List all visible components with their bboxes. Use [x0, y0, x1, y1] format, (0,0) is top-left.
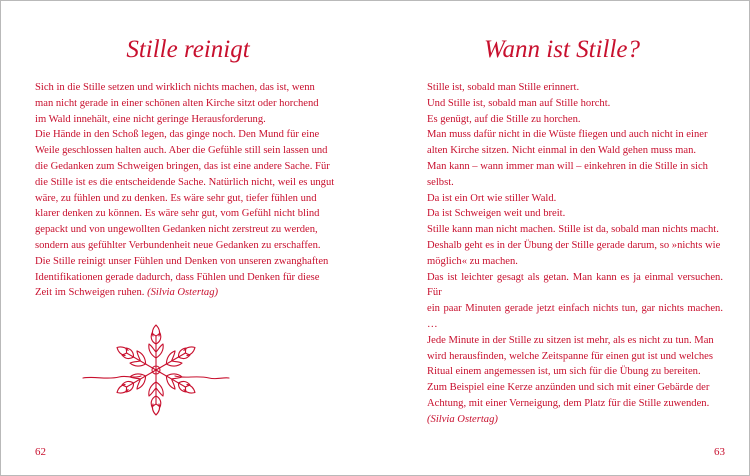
text-line: wäre, zu fühlen und zu denken. Es wäre sehr gut, tiefer fühlen und	[35, 192, 317, 204]
right-page-heading: Wann ist Stille?	[483, 36, 641, 63]
text-line: Weile geschlossen halten auch. Aber die Gefühle still sein lassen und	[35, 145, 328, 157]
text-line: man nicht gerade in einer schönen alten Kirche sitzt oder horchend	[35, 97, 319, 109]
text-line: Stille kann man nicht machen. Stille ist da, sobald man nichts macht.	[427, 224, 719, 236]
page-number-right: 63	[714, 446, 725, 458]
text-line: Es genügt, auf die Stille zu horchen.	[427, 113, 581, 125]
text-line: möglich« zu machen.	[427, 255, 518, 267]
text-line: Die Stille reinigt unser Fühlen und Denken von unseren zwanghaften	[35, 255, 329, 267]
text-line: die Gedanken zum Schweigen bringen, das ist eine andere Sache. Für	[35, 160, 330, 172]
attribution: (Silvia Ostertag)	[427, 413, 498, 425]
text-line: selbst.	[427, 176, 454, 188]
text-line: Zum Beispiel eine Kerze anzünden und sich mit einer Gebärde der	[427, 382, 710, 394]
text-line: Da ist Schweigen weit und breit.	[427, 208, 566, 220]
text-line: Sich in die Stille setzen und wirklich nichts machen, das ist, wenn	[35, 82, 315, 93]
text-line: Jede Minute in der Stille zu sitzen ist mehr, als es nicht zu tun. Man	[427, 334, 714, 346]
right-page	[375, 1, 749, 475]
text-line: gepackt und von ungewollten Gedanken nicht zerstreut zu werden,	[35, 224, 318, 236]
text-line: Und Stille ist, sobald man auf Stille horcht.	[427, 97, 611, 109]
text-line: Das ist leichter gesagt als getan. Man kann es ja einmal versuchen. Für	[427, 271, 723, 299]
right-page-body	[427, 80, 723, 428]
text-line: Da ist ein Ort wie stiller Wald.	[427, 192, 557, 204]
left-page	[1, 1, 375, 475]
text-line: Identifikationen gerade dadurch, dass Fühlen und Denken für diese	[35, 271, 320, 283]
text-line: sondern aus gefühlter Verbundenheit neue Gedanken zu erschaffen.	[35, 239, 321, 251]
text-line: Achtung, mit einer Verneigung, dem Platz für die Stille zuwenden.	[427, 397, 710, 409]
text-line: die Stille ist es die entscheidende Sache. Natürlich nicht, weil es ungut	[35, 176, 335, 188]
snowflake-ornament-icon	[81, 323, 231, 417]
text-line: Deshalb geht es in der Übung der Stille gerade darum, so »nichts wie	[427, 239, 721, 251]
text-line: im Wald innehält, eine nicht geringe Herausforderung.	[35, 113, 266, 125]
text-line: Man muss dafür nicht in die Wüste fliegen und auch nicht in einer	[427, 129, 708, 141]
text-line: Die Hände in den Schoß legen, das ginge noch. Den Mund für eine	[35, 129, 320, 141]
text-line-final	[35, 285, 361, 301]
text-line: ein paar Minuten gerade jetzt einfach nichts tun, gar nichts machen. …	[427, 303, 723, 330]
text-line: alten Kirche sitzen. Nicht einmal in den Wald gehen muss man.	[427, 145, 697, 157]
left-page-body	[35, 80, 361, 301]
attribution: (Silvia Ostertag)	[147, 287, 219, 299]
text-line: Ritual einem angemessen ist, um sich für die Übung zu bereiten.	[427, 366, 701, 378]
text-line: wird herausfinden, welche Zeitspanne für einen gut ist und welches	[427, 350, 713, 362]
text-line: Stille ist, sobald man Stille erinnert.	[427, 82, 580, 93]
text-line: Man kann – wann immer man will – einkehren in die Stille in sich	[427, 160, 708, 172]
page-number-left: 62	[35, 446, 46, 458]
left-page-heading: Stille reinigt	[126, 36, 250, 63]
text-line-end: Zeit im Schweigen ruhen.	[35, 287, 145, 299]
text-line: klarer denken zu können. Es wäre sehr gut, vom Gefühl nicht blind	[35, 208, 320, 220]
